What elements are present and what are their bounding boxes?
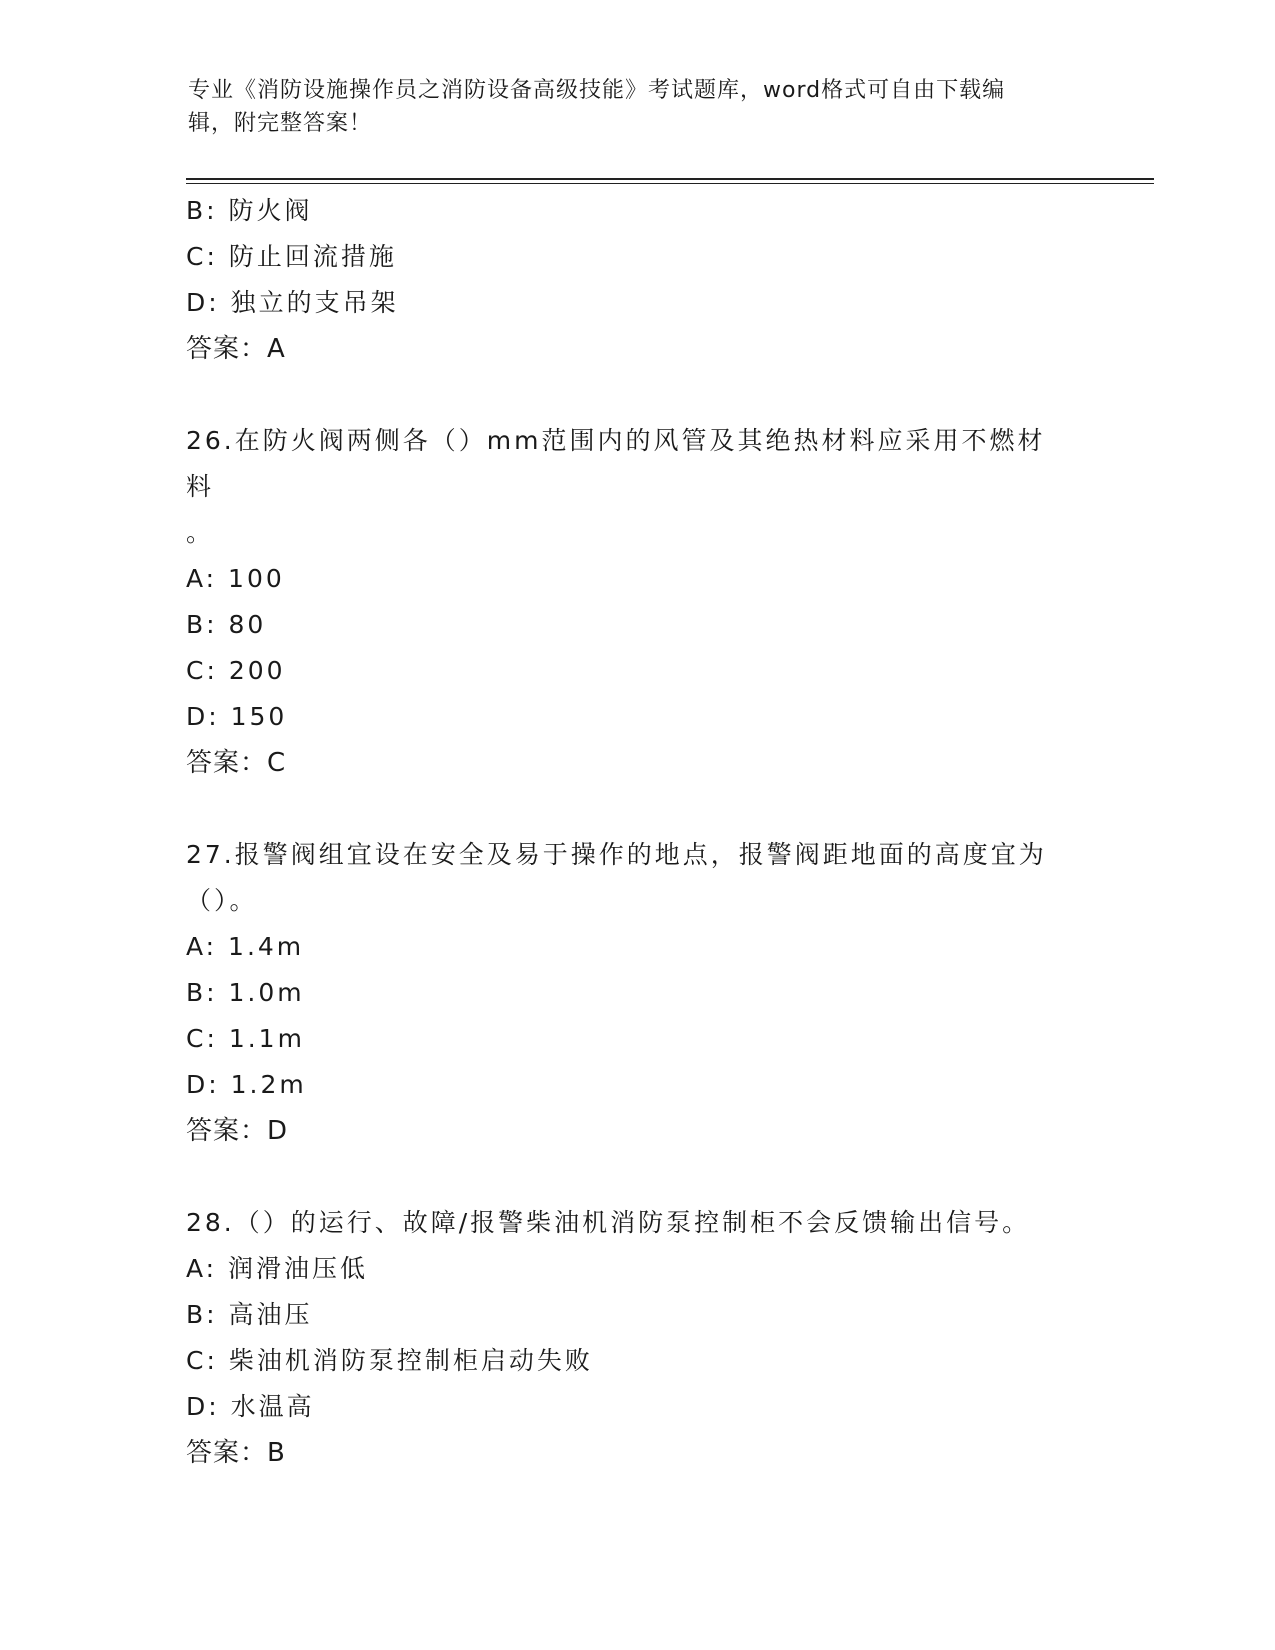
option-d: D: 1.2m	[186, 1070, 307, 1099]
option-d: D: 独立的支吊架	[186, 288, 399, 317]
option-d: D: 水温高	[186, 1392, 315, 1421]
option-c: C: 1.1m	[186, 1024, 305, 1053]
question-text: 28.（）的运行、故障/报警柴油机消防泵控制柜不会反馈输出信号。	[186, 1208, 1031, 1237]
question-26	[186, 418, 1086, 786]
question-list	[186, 188, 1086, 1476]
option-b: B: 高油压	[186, 1300, 313, 1329]
question-text-continued: （）。	[186, 886, 258, 915]
answer-line: 答案：C	[186, 748, 287, 778]
option-c: C: 柴油机消防泵控制柜启动失败	[186, 1346, 593, 1375]
question-25-tail	[186, 188, 1086, 372]
question-28	[186, 1200, 1086, 1476]
question-27	[186, 832, 1086, 1154]
answer-line: 答案：B	[186, 1438, 286, 1468]
spacer	[186, 372, 1086, 418]
header-divider-thick	[186, 178, 1154, 180]
option-b: B: 防火阀	[186, 196, 313, 225]
answer-line: 答案：D	[186, 1116, 289, 1146]
option-a: A: 1.4m	[186, 932, 305, 961]
option-b: B: 80	[186, 610, 267, 639]
option-c: C: 防止回流措施	[186, 242, 397, 271]
option-a: A: 润滑油压低	[186, 1254, 369, 1283]
question-text: 26.在防火阀两侧各（）mm范围内的风管及其绝热材料应采用不燃材料	[186, 426, 1046, 501]
document-header	[188, 74, 1068, 140]
spacer	[186, 786, 1086, 832]
option-d: D: 150	[186, 702, 288, 731]
question-text: 27.报警阀组宜设在安全及易于操作的地点，报警阀距地面的高度宜为	[186, 840, 1047, 869]
header-line-1: 专业《消防设施操作员之消防设备高级技能》考试题库，word格式可自由下载编	[188, 78, 1006, 103]
option-a: A: 100	[186, 564, 285, 593]
spacer	[186, 1154, 1086, 1200]
header-divider-thin	[186, 183, 1154, 184]
option-c: C: 200	[186, 656, 286, 685]
option-b: B: 1.0m	[186, 978, 305, 1007]
header-line-2: 辑，附完整答案！	[188, 111, 373, 136]
answer-line: 答案：A	[186, 334, 286, 364]
question-text-continued: 。	[186, 518, 215, 547]
